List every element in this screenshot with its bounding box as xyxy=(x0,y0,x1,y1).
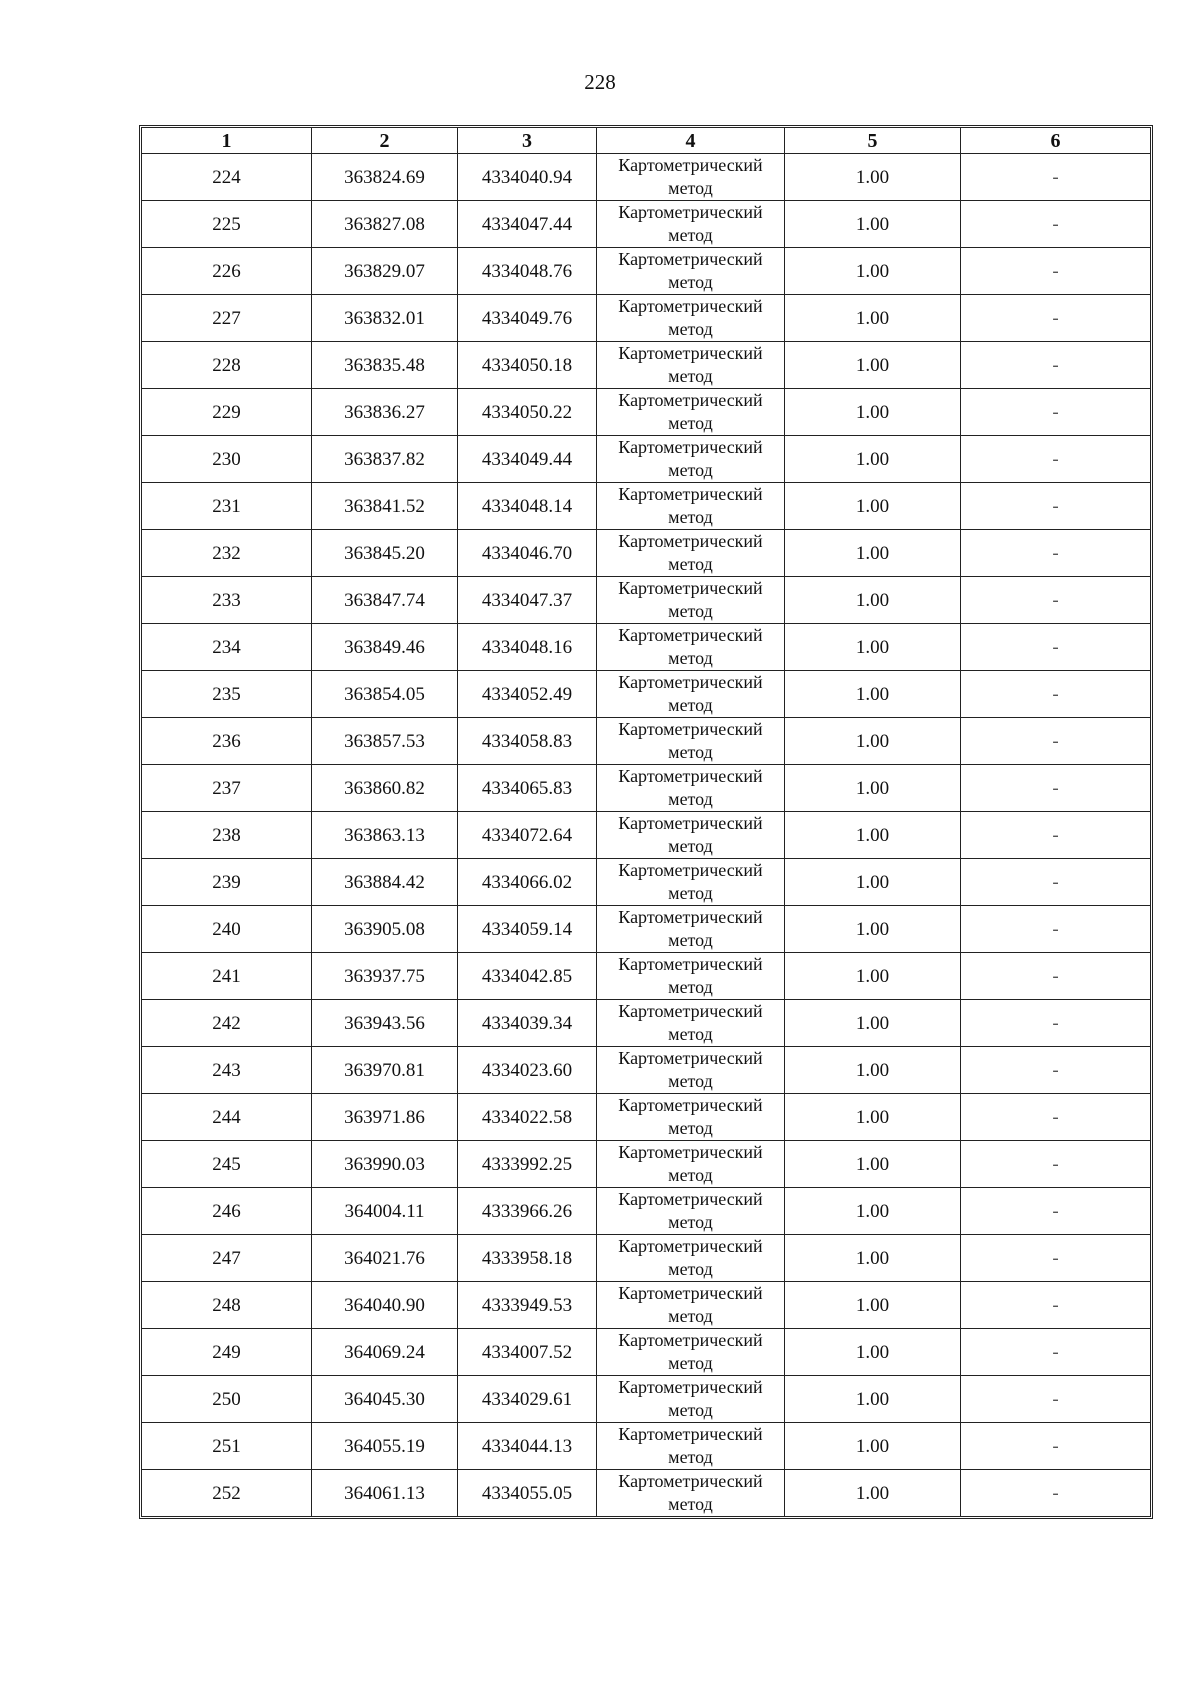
method-line-2: метод xyxy=(668,1259,713,1279)
method-line-1: Картометрический xyxy=(618,907,763,927)
accuracy-cell: 1.00 xyxy=(785,1235,961,1282)
point-number-cell: 237 xyxy=(142,765,312,812)
y-coordinate-cell: 4334050.22 xyxy=(458,389,597,436)
note-cell: - xyxy=(961,436,1151,483)
y-coordinate-cell: 4334048.76 xyxy=(458,248,597,295)
point-number-cell: 251 xyxy=(142,1423,312,1470)
point-number-cell: 228 xyxy=(142,342,312,389)
note-cell: - xyxy=(961,1094,1151,1141)
note-cell: - xyxy=(961,765,1151,812)
point-number-cell: 247 xyxy=(142,1235,312,1282)
method-line-2: метод xyxy=(668,225,713,245)
method-line-1: Картометрический xyxy=(618,719,763,739)
header-cell-4: 4 xyxy=(597,128,785,154)
x-coordinate-cell: 364021.76 xyxy=(312,1235,458,1282)
accuracy-cell: 1.00 xyxy=(785,1000,961,1047)
method-line-2: метод xyxy=(668,366,713,386)
table-row xyxy=(142,1423,1151,1470)
y-coordinate-cell: 4334072.64 xyxy=(458,812,597,859)
method-line-1: Картометрический xyxy=(618,954,763,974)
note-cell: - xyxy=(961,1282,1151,1329)
accuracy-cell: 1.00 xyxy=(785,718,961,765)
point-number-cell: 241 xyxy=(142,953,312,1000)
method-line-1: Картометрический xyxy=(618,249,763,269)
method-line-2: метод xyxy=(668,648,713,668)
table-row xyxy=(142,436,1151,483)
method-cell xyxy=(597,671,785,718)
accuracy-cell: 1.00 xyxy=(785,389,961,436)
x-coordinate-cell: 363849.46 xyxy=(312,624,458,671)
point-number-cell: 232 xyxy=(142,530,312,577)
method-line-1: Картометрический xyxy=(618,1471,763,1491)
table-row xyxy=(142,1235,1151,1282)
method-cell xyxy=(597,342,785,389)
y-coordinate-cell: 4333958.18 xyxy=(458,1235,597,1282)
x-coordinate-cell: 364069.24 xyxy=(312,1329,458,1376)
method-cell xyxy=(597,248,785,295)
accuracy-cell: 1.00 xyxy=(785,248,961,295)
y-coordinate-cell: 4334007.52 xyxy=(458,1329,597,1376)
x-coordinate-cell: 363905.08 xyxy=(312,906,458,953)
y-coordinate-cell: 4334022.58 xyxy=(458,1094,597,1141)
method-line-2: метод xyxy=(668,1306,713,1326)
method-line-2: метод xyxy=(668,272,713,292)
table-row xyxy=(142,1376,1151,1423)
method-cell xyxy=(597,436,785,483)
table-row xyxy=(142,389,1151,436)
x-coordinate-cell: 363829.07 xyxy=(312,248,458,295)
note-cell: - xyxy=(961,1188,1151,1235)
y-coordinate-cell: 4334040.94 xyxy=(458,154,597,201)
note-cell: - xyxy=(961,295,1151,342)
method-line-1: Картометрический xyxy=(618,296,763,316)
y-coordinate-cell: 4334049.76 xyxy=(458,295,597,342)
table-row xyxy=(142,295,1151,342)
note-cell: - xyxy=(961,859,1151,906)
method-line-2: метод xyxy=(668,1024,713,1044)
y-coordinate-cell: 4334023.60 xyxy=(458,1047,597,1094)
x-coordinate-cell: 363824.69 xyxy=(312,154,458,201)
accuracy-cell: 1.00 xyxy=(785,1047,961,1094)
note-cell: - xyxy=(961,342,1151,389)
y-coordinate-cell: 4334049.44 xyxy=(458,436,597,483)
y-coordinate-cell: 4334059.14 xyxy=(458,906,597,953)
table-row xyxy=(142,530,1151,577)
table-row xyxy=(142,906,1151,953)
accuracy-cell: 1.00 xyxy=(785,530,961,577)
accuracy-cell: 1.00 xyxy=(785,671,961,718)
y-coordinate-cell: 4333966.26 xyxy=(458,1188,597,1235)
x-coordinate-cell: 363971.86 xyxy=(312,1094,458,1141)
method-cell xyxy=(597,1376,785,1423)
x-coordinate-cell: 363847.74 xyxy=(312,577,458,624)
method-cell xyxy=(597,812,785,859)
method-line-1: Картометрический xyxy=(618,202,763,222)
method-line-1: Картометрический xyxy=(618,484,763,504)
accuracy-cell: 1.00 xyxy=(785,436,961,483)
point-number-cell: 249 xyxy=(142,1329,312,1376)
method-cell xyxy=(597,295,785,342)
accuracy-cell: 1.00 xyxy=(785,342,961,389)
note-cell: - xyxy=(961,1235,1151,1282)
note-cell: - xyxy=(961,1329,1151,1376)
x-coordinate-cell: 363845.20 xyxy=(312,530,458,577)
table-row xyxy=(142,1329,1151,1376)
header-cell-5: 5 xyxy=(785,128,961,154)
accuracy-cell: 1.00 xyxy=(785,1376,961,1423)
method-line-2: метод xyxy=(668,1447,713,1467)
method-line-1: Картометрический xyxy=(618,343,763,363)
table-body xyxy=(142,154,1151,1517)
accuracy-cell: 1.00 xyxy=(785,906,961,953)
method-line-1: Картометрический xyxy=(618,1377,763,1397)
point-number-cell: 225 xyxy=(142,201,312,248)
method-line-2: метод xyxy=(668,1494,713,1514)
x-coordinate-cell: 364040.90 xyxy=(312,1282,458,1329)
method-cell xyxy=(597,906,785,953)
note-cell: - xyxy=(961,953,1151,1000)
method-line-1: Картометрический xyxy=(618,813,763,833)
point-number-cell: 234 xyxy=(142,624,312,671)
table-row xyxy=(142,812,1151,859)
y-coordinate-cell: 4334055.05 xyxy=(458,1470,597,1517)
method-line-2: метод xyxy=(668,319,713,339)
method-line-1: Картометрический xyxy=(618,1236,763,1256)
accuracy-cell: 1.00 xyxy=(785,1141,961,1188)
method-line-2: метод xyxy=(668,1212,713,1232)
table-row xyxy=(142,1047,1151,1094)
point-number-cell: 227 xyxy=(142,295,312,342)
method-line-1: Картометрический xyxy=(618,1001,763,1021)
accuracy-cell: 1.00 xyxy=(785,295,961,342)
table-row xyxy=(142,1282,1151,1329)
method-cell xyxy=(597,154,785,201)
x-coordinate-cell: 363837.82 xyxy=(312,436,458,483)
method-cell xyxy=(597,1188,785,1235)
note-cell: - xyxy=(961,1000,1151,1047)
coordinates-table xyxy=(141,127,1151,1517)
x-coordinate-cell: 363841.52 xyxy=(312,483,458,530)
method-line-1: Картометрический xyxy=(618,1424,763,1444)
point-number-cell: 226 xyxy=(142,248,312,295)
method-line-1: Картометрический xyxy=(618,578,763,598)
method-line-1: Картометрический xyxy=(618,625,763,645)
accuracy-cell: 1.00 xyxy=(785,1329,961,1376)
point-number-cell: 239 xyxy=(142,859,312,906)
x-coordinate-cell: 364055.19 xyxy=(312,1423,458,1470)
point-number-cell: 244 xyxy=(142,1094,312,1141)
coordinates-table-frame xyxy=(139,125,1153,1519)
method-line-2: метод xyxy=(668,1118,713,1138)
point-number-cell: 240 xyxy=(142,906,312,953)
table-row xyxy=(142,1188,1151,1235)
x-coordinate-cell: 363860.82 xyxy=(312,765,458,812)
method-cell xyxy=(597,1470,785,1517)
point-number-cell: 235 xyxy=(142,671,312,718)
accuracy-cell: 1.00 xyxy=(785,1282,961,1329)
point-number-cell: 233 xyxy=(142,577,312,624)
method-cell xyxy=(597,1423,785,1470)
table-row xyxy=(142,859,1151,906)
note-cell: - xyxy=(961,483,1151,530)
accuracy-cell: 1.00 xyxy=(785,812,961,859)
table-row xyxy=(142,718,1151,765)
note-cell: - xyxy=(961,1376,1151,1423)
y-coordinate-cell: 4334050.18 xyxy=(458,342,597,389)
accuracy-cell: 1.00 xyxy=(785,859,961,906)
method-cell xyxy=(597,624,785,671)
method-cell xyxy=(597,859,785,906)
accuracy-cell: 1.00 xyxy=(785,201,961,248)
method-cell xyxy=(597,1094,785,1141)
method-line-2: метод xyxy=(668,836,713,856)
table-row xyxy=(142,1094,1151,1141)
point-number-cell: 245 xyxy=(142,1141,312,1188)
point-number-cell: 250 xyxy=(142,1376,312,1423)
method-line-2: метод xyxy=(668,1165,713,1185)
method-cell xyxy=(597,953,785,1000)
table-row xyxy=(142,154,1151,201)
accuracy-cell: 1.00 xyxy=(785,1094,961,1141)
method-line-2: метод xyxy=(668,1400,713,1420)
accuracy-cell: 1.00 xyxy=(785,624,961,671)
method-cell xyxy=(597,530,785,577)
header-cell-6: 6 xyxy=(961,128,1151,154)
note-cell: - xyxy=(961,530,1151,577)
accuracy-cell: 1.00 xyxy=(785,1423,961,1470)
table-row xyxy=(142,1000,1151,1047)
point-number-cell: 248 xyxy=(142,1282,312,1329)
y-coordinate-cell: 4334058.83 xyxy=(458,718,597,765)
method-line-1: Картометрический xyxy=(618,1330,763,1350)
x-coordinate-cell: 363835.48 xyxy=(312,342,458,389)
table-row xyxy=(142,671,1151,718)
table-row xyxy=(142,342,1151,389)
point-number-cell: 246 xyxy=(142,1188,312,1235)
method-cell xyxy=(597,1282,785,1329)
accuracy-cell: 1.00 xyxy=(785,1188,961,1235)
y-coordinate-cell: 4334047.44 xyxy=(458,201,597,248)
y-coordinate-cell: 4333949.53 xyxy=(458,1282,597,1329)
x-coordinate-cell: 363836.27 xyxy=(312,389,458,436)
note-cell: - xyxy=(961,906,1151,953)
y-coordinate-cell: 4334048.14 xyxy=(458,483,597,530)
method-line-1: Картометрический xyxy=(618,766,763,786)
method-line-1: Картометрический xyxy=(618,531,763,551)
point-number-cell: 229 xyxy=(142,389,312,436)
y-coordinate-cell: 4334046.70 xyxy=(458,530,597,577)
y-coordinate-cell: 4334065.83 xyxy=(458,765,597,812)
method-line-2: метод xyxy=(668,1071,713,1091)
note-cell: - xyxy=(961,624,1151,671)
x-coordinate-cell: 364061.13 xyxy=(312,1470,458,1517)
header-cell-3: 3 xyxy=(458,128,597,154)
x-coordinate-cell: 364004.11 xyxy=(312,1188,458,1235)
method-line-2: метод xyxy=(668,554,713,574)
point-number-cell: 231 xyxy=(142,483,312,530)
accuracy-cell: 1.00 xyxy=(785,765,961,812)
table-row xyxy=(142,201,1151,248)
note-cell: - xyxy=(961,718,1151,765)
method-cell xyxy=(597,201,785,248)
x-coordinate-cell: 363863.13 xyxy=(312,812,458,859)
table-row xyxy=(142,624,1151,671)
point-number-cell: 236 xyxy=(142,718,312,765)
method-line-1: Картометрический xyxy=(618,1095,763,1115)
point-number-cell: 224 xyxy=(142,154,312,201)
method-cell xyxy=(597,1141,785,1188)
note-cell: - xyxy=(961,1047,1151,1094)
x-coordinate-cell: 364045.30 xyxy=(312,1376,458,1423)
method-cell xyxy=(597,1329,785,1376)
header-cell-1: 1 xyxy=(142,128,312,154)
method-line-1: Картометрический xyxy=(618,860,763,880)
method-cell xyxy=(597,1235,785,1282)
y-coordinate-cell: 4334048.16 xyxy=(458,624,597,671)
method-cell xyxy=(597,483,785,530)
y-coordinate-cell: 4334052.49 xyxy=(458,671,597,718)
table-row xyxy=(142,483,1151,530)
method-cell xyxy=(597,1000,785,1047)
table-row xyxy=(142,953,1151,1000)
method-line-2: метод xyxy=(668,1353,713,1373)
method-line-2: метод xyxy=(668,789,713,809)
method-line-2: метод xyxy=(668,178,713,198)
y-coordinate-cell: 4333992.25 xyxy=(458,1141,597,1188)
method-line-1: Картометрический xyxy=(618,437,763,457)
accuracy-cell: 1.00 xyxy=(785,483,961,530)
note-cell: - xyxy=(961,201,1151,248)
point-number-cell: 243 xyxy=(142,1047,312,1094)
point-number-cell: 252 xyxy=(142,1470,312,1517)
table-header-row xyxy=(142,128,1151,154)
method-line-1: Картометрический xyxy=(618,155,763,175)
y-coordinate-cell: 4334044.13 xyxy=(458,1423,597,1470)
x-coordinate-cell: 363827.08 xyxy=(312,201,458,248)
page-number: 228 xyxy=(584,70,616,94)
method-line-2: метод xyxy=(668,977,713,997)
method-line-2: метод xyxy=(668,883,713,903)
note-cell: - xyxy=(961,671,1151,718)
x-coordinate-cell: 363990.03 xyxy=(312,1141,458,1188)
header-cell-2: 2 xyxy=(312,128,458,154)
x-coordinate-cell: 363884.42 xyxy=(312,859,458,906)
point-number-cell: 230 xyxy=(142,436,312,483)
x-coordinate-cell: 363970.81 xyxy=(312,1047,458,1094)
method-line-1: Картометрический xyxy=(618,1142,763,1162)
method-line-1: Картометрический xyxy=(618,1048,763,1068)
method-line-2: метод xyxy=(668,507,713,527)
note-cell: - xyxy=(961,389,1151,436)
method-line-2: метод xyxy=(668,601,713,621)
method-cell xyxy=(597,765,785,812)
point-number-cell: 242 xyxy=(142,1000,312,1047)
note-cell: - xyxy=(961,812,1151,859)
y-coordinate-cell: 4334039.34 xyxy=(458,1000,597,1047)
y-coordinate-cell: 4334047.37 xyxy=(458,577,597,624)
note-cell: - xyxy=(961,1423,1151,1470)
method-line-1: Картометрический xyxy=(618,1189,763,1209)
method-line-2: метод xyxy=(668,742,713,762)
method-line-1: Картометрический xyxy=(618,390,763,410)
y-coordinate-cell: 4334042.85 xyxy=(458,953,597,1000)
x-coordinate-cell: 363832.01 xyxy=(312,295,458,342)
table-row xyxy=(142,577,1151,624)
x-coordinate-cell: 363854.05 xyxy=(312,671,458,718)
x-coordinate-cell: 363943.56 xyxy=(312,1000,458,1047)
y-coordinate-cell: 4334066.02 xyxy=(458,859,597,906)
method-line-1: Картометрический xyxy=(618,1283,763,1303)
method-cell xyxy=(597,1047,785,1094)
table-row xyxy=(142,248,1151,295)
note-cell: - xyxy=(961,1470,1151,1517)
method-cell xyxy=(597,718,785,765)
accuracy-cell: 1.00 xyxy=(785,1470,961,1517)
table-row xyxy=(142,765,1151,812)
note-cell: - xyxy=(961,154,1151,201)
table-row xyxy=(142,1470,1151,1517)
method-cell xyxy=(597,577,785,624)
x-coordinate-cell: 363857.53 xyxy=(312,718,458,765)
note-cell: - xyxy=(961,1141,1151,1188)
x-coordinate-cell: 363937.75 xyxy=(312,953,458,1000)
method-cell xyxy=(597,389,785,436)
accuracy-cell: 1.00 xyxy=(785,154,961,201)
method-line-1: Картометрический xyxy=(618,672,763,692)
point-number-cell: 238 xyxy=(142,812,312,859)
method-line-2: метод xyxy=(668,695,713,715)
table-row xyxy=(142,1141,1151,1188)
accuracy-cell: 1.00 xyxy=(785,577,961,624)
accuracy-cell: 1.00 xyxy=(785,953,961,1000)
method-line-2: метод xyxy=(668,460,713,480)
note-cell: - xyxy=(961,248,1151,295)
method-line-2: метод xyxy=(668,930,713,950)
y-coordinate-cell: 4334029.61 xyxy=(458,1376,597,1423)
method-line-2: метод xyxy=(668,413,713,433)
note-cell: - xyxy=(961,577,1151,624)
